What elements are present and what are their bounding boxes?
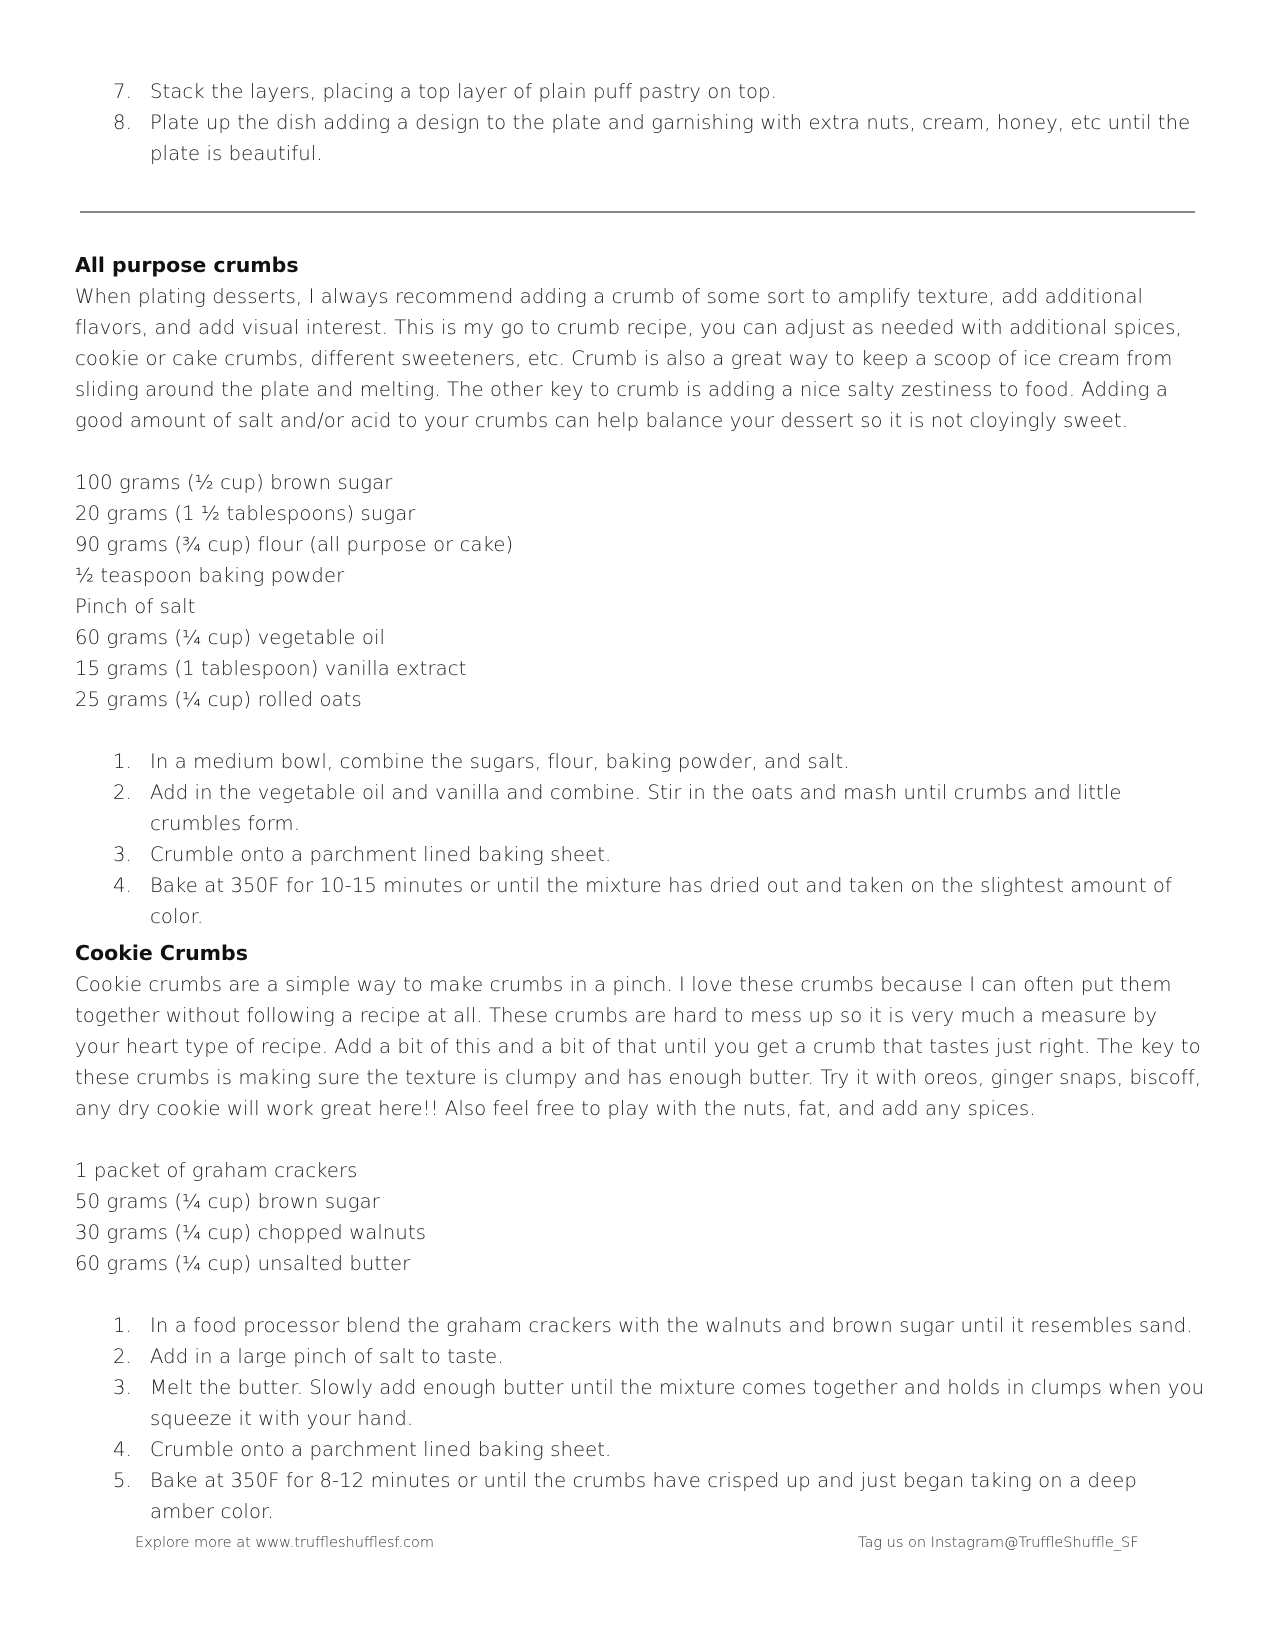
section-heading: Cookie Crumbs	[75, 941, 248, 965]
list-item: Pinch of salt	[75, 595, 196, 618]
list-item: 25 grams (¼ cup) rolled oats	[75, 688, 362, 711]
ingredients-list	[75, 467, 1205, 715]
ingredients-list	[75, 1155, 1205, 1279]
top-steps-list	[75, 76, 1243, 169]
list-item: 1. In a medium bowl, combine the sugars, flour, baking powder, and salt.	[113, 750, 850, 773]
cookie-crumbs-section	[75, 938, 1205, 1527]
list-item: 4. Crumble onto a parchment lined baking sheet.	[113, 1438, 612, 1461]
list-item: 60 grams (¼ cup) vegetable oil	[75, 626, 386, 649]
section-heading: All purpose crumbs	[75, 253, 299, 277]
list-item: 3. Crumble onto a parchment lined baking sheet.	[113, 843, 612, 866]
list-item: 8. Plate up the dish adding a design to the plate and garnishing with extra nuts, cream, honey, etc until the plate is beautiful.	[113, 111, 1191, 165]
method-steps-list	[75, 746, 1205, 932]
list-item: 5. Bake at 350F for 8-12 minutes or until the crumbs have crisped up and just began taking on a deep amber color.	[113, 1469, 1137, 1523]
list-item: 4. Bake at 350F for 10-15 minutes or until the mixture has dried out and taken on the slightest amount of color.	[113, 874, 1172, 928]
all-purpose-section	[75, 250, 1205, 932]
list-item: 30 grams (¼ cup) chopped walnuts	[75, 1221, 427, 1244]
footer-instagram: Tag us on Instagram@TruffleShuffle_SF	[858, 1535, 1139, 1551]
list-item: 3. Melt the butter. Slowly add enough butter until the mixture comes together and holds in clumps when you squeeze it with your hand.	[113, 1376, 1205, 1430]
section-intro: Cookie crumbs are a simple way to make crumbs in a pinch. I love these crumbs because I can often put them together without following a recipe at all. These crumbs are hard to mess up so it is very much a measure by your heart type of recipe. Add a bit of this and a bit of that until you get a crumb that tastes just right. The key to these crumbs is making sure the texture is clumpy and has enough butter. Try it with oreos, ginger snaps, biscoff, any dry cookie will work great here!! Also feel free to play with the nuts, fat, and add any spices.	[75, 973, 1202, 1120]
list-item: 15 grams (1 tablespoon) vanilla extract	[75, 657, 467, 680]
method-steps-list	[75, 1310, 1205, 1527]
list-item: ½ teaspoon baking powder	[75, 564, 345, 587]
list-item: 2. Add in a large pinch of salt to taste.	[113, 1345, 504, 1368]
list-item: 50 grams (¼ cup) brown sugar	[75, 1190, 380, 1213]
list-item: 2. Add in the vegetable oil and vanilla and combine. Stir in the oats and mash until crumbs and little crumbles form.	[113, 781, 1122, 835]
list-item: 20 grams (1 ½ tablespoons) sugar	[75, 502, 416, 525]
list-item: 7. Stack the layers, placing a top layer of plain puff pastry on top.	[113, 80, 777, 103]
list-item: 1 packet of graham crackers	[75, 1159, 358, 1182]
list-item: 100 grams (½ cup) brown sugar	[75, 471, 393, 494]
list-item: 1. In a food processor blend the graham crackers with the walnuts and brown sugar until it resembles sand.	[113, 1314, 1193, 1337]
list-item: 60 grams (¼ cup) unsalted butter	[75, 1252, 411, 1275]
section-intro: When plating desserts, I always recommend adding a crumb of some sort to amplify texture, add additional flavors, and add visual interest. This is my go to crumb recipe, you can adjust as needed with additional spices, cookie or cake crumbs, different sweeteners, etc. Crumb is also a great way to keep a scoop of ice cream from sliding around the plate and melting. The other key to crumb is adding a nice salty zestiness to food. Adding a good amount of salt and/or acid to your crumbs can help balance your dessert so it is not cloyingly sweet.	[75, 285, 1182, 432]
list-item: 90 grams (¾ cup) flour (all purpose or cake)	[75, 533, 514, 556]
footer-website: Explore more at www.truffleshufflesf.com	[135, 1535, 435, 1551]
section-divider	[80, 211, 1195, 213]
